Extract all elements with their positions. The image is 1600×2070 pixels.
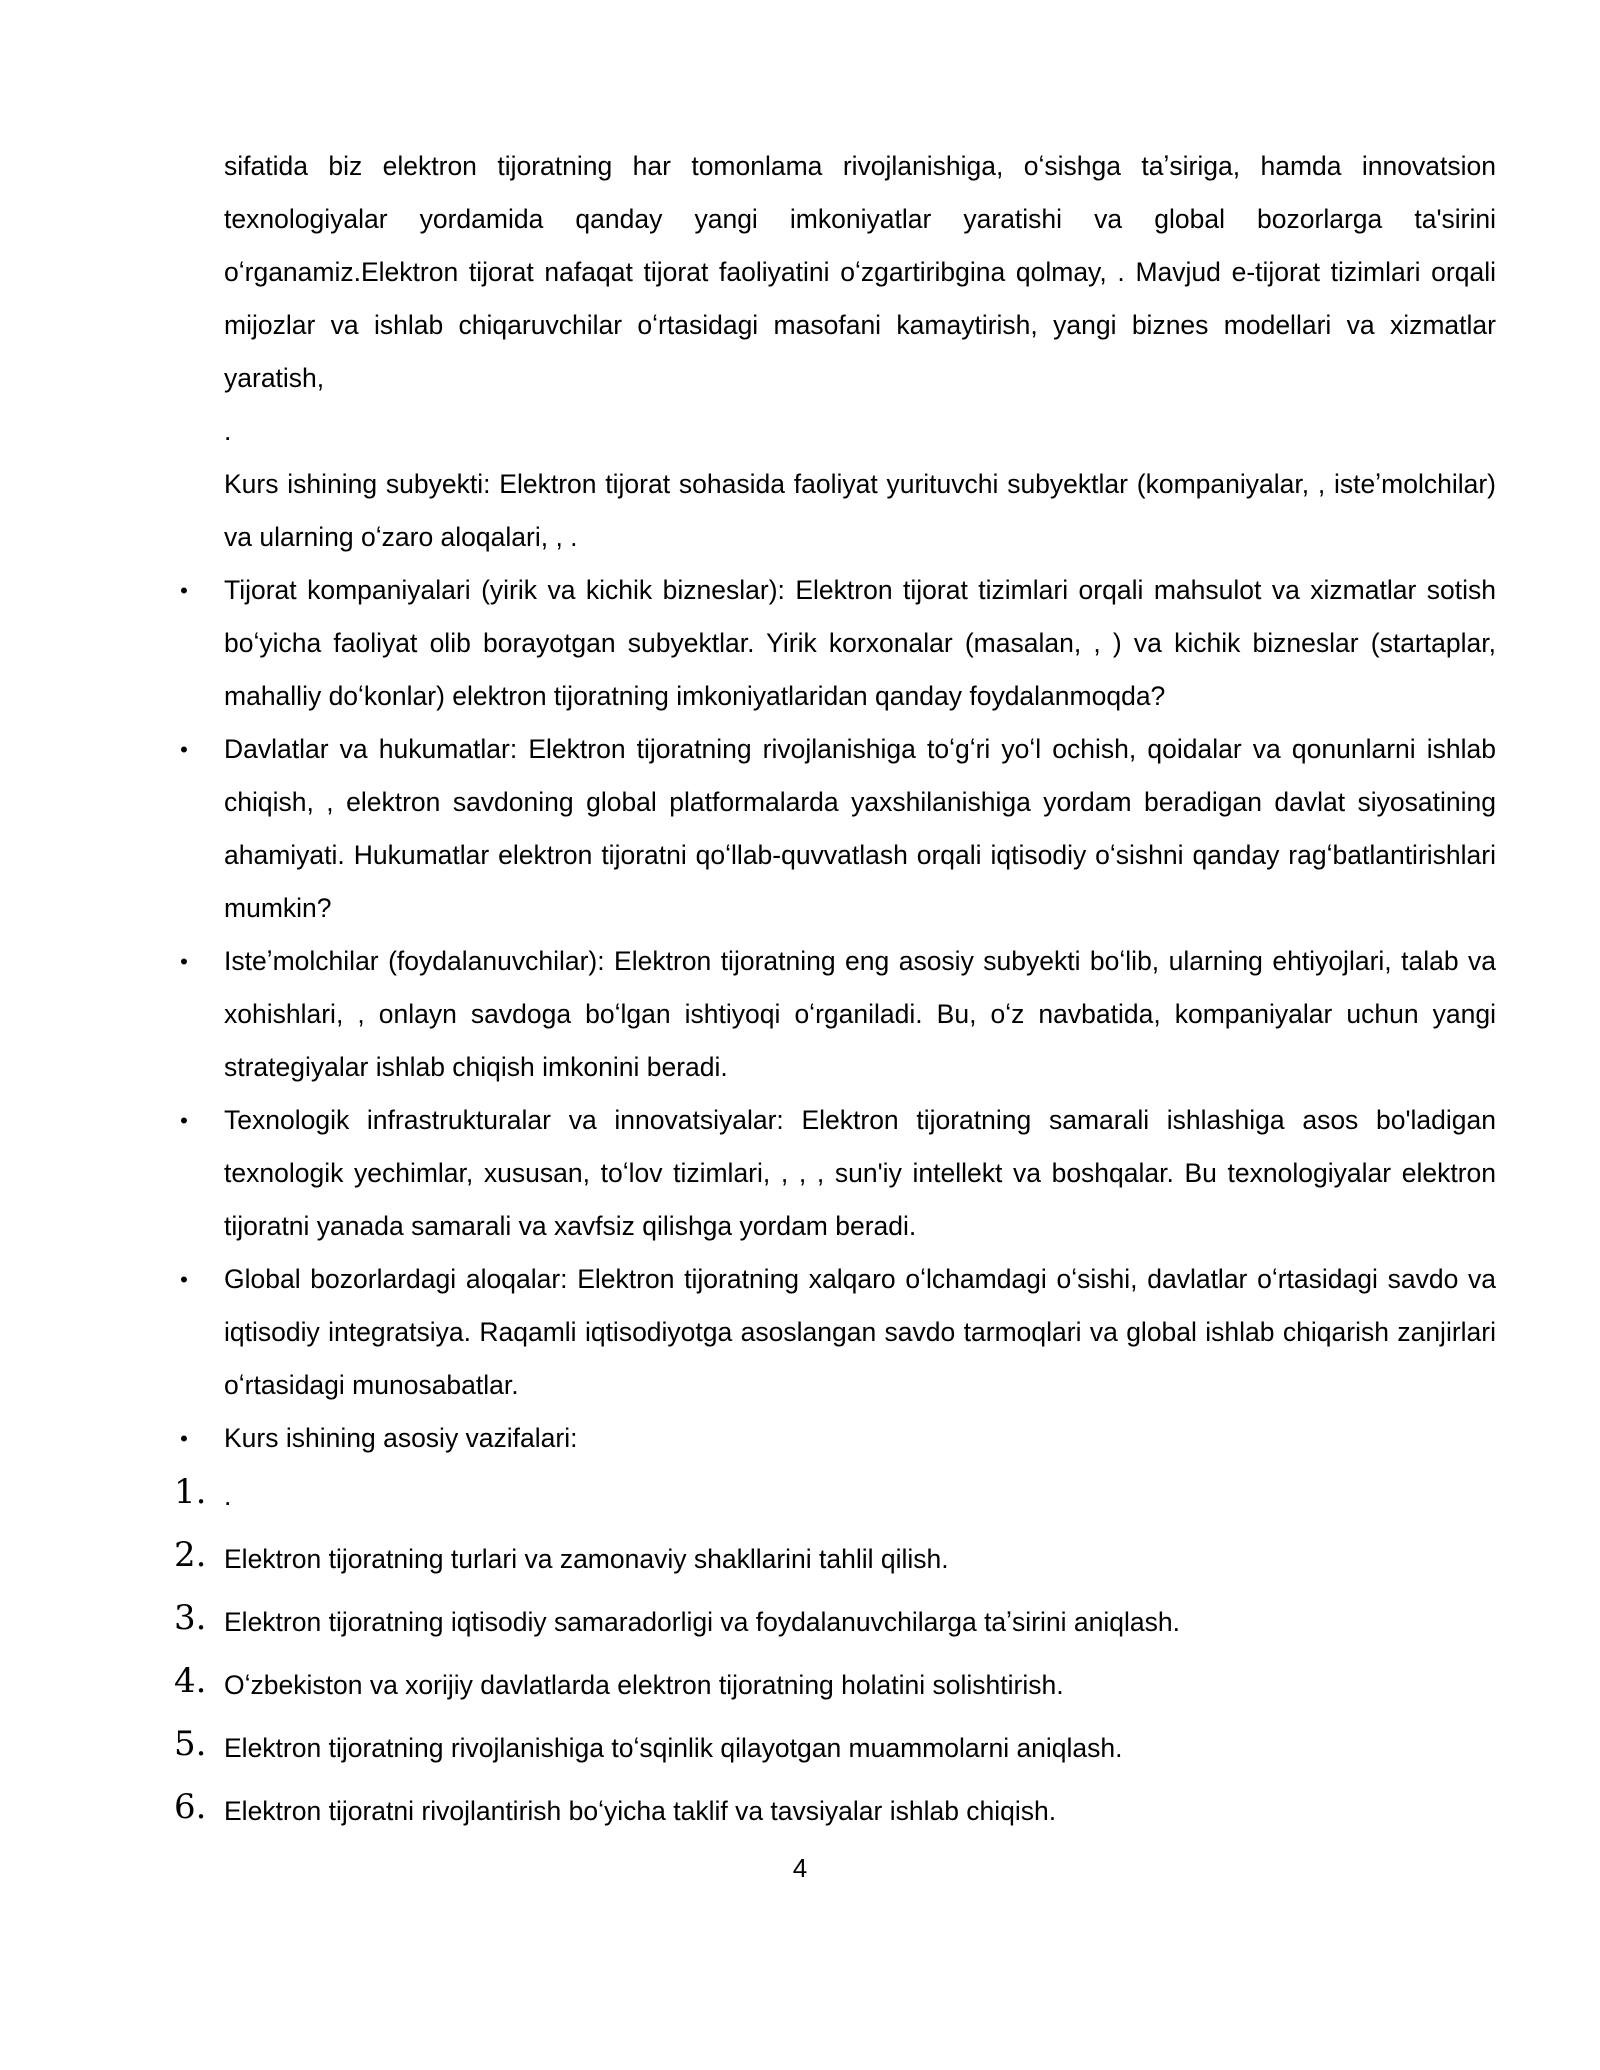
numbered-item <box>174 1654 1496 1717</box>
bullet-icon: • <box>180 578 188 603</box>
bullet-text: Texnologik infrastrukturalar va innovatsiyalar: Elektron tijoratning samarali ishlashiga asos bo'ladigan texnologik yechimlar, xususan, toʻlov tizimlari, , , , sun'iy intellekt va boshqalar. Bu texnologiyalar elektron tijoratni yanada samarali va xavfsiz qilishga yordam beradi. <box>224 1105 1496 1241</box>
numbered-item <box>174 1465 1496 1528</box>
list-item <box>180 1253 1496 1412</box>
subject-bullet-list <box>180 564 1496 1465</box>
bullet-text: Global bozorlardagi aloqalar: Elektron tijoratning xalqaro oʻlchamdagi oʻsishi, davlatlar oʻrtasidagi savdo va iqtisodiy integratsiya. Raqamli iqtisodiyotga asoslangan savdo tarmoqlari va global ishlab chiqarish zanjirlari oʻrtasidagi munosabatlar. <box>224 1264 1496 1400</box>
numbered-item-text: Elektron tijoratning turlari va zamonaviy shakllarini tahlil qilish. <box>224 1544 949 1574</box>
bullet-icon: • <box>180 949 188 974</box>
list-item <box>180 564 1496 723</box>
subject-paragraph: Kurs ishining subyekti: Elektron tijorat sohasida faoliyat yurituvchi subyektlar (kompaniyalar, , isteʼmolchilar) va ularning oʻzaro aloqalari, , . <box>224 469 1496 552</box>
numbered-item-text: Elektron tijoratni rivojlantirish boʻyicha taklif va tavsiyalar ishlab chiqish. <box>224 1796 1057 1826</box>
list-item <box>180 723 1496 935</box>
item-number: 5. <box>174 1724 207 1764</box>
list-item <box>180 1094 1496 1253</box>
bullet-icon: • <box>180 1267 188 1292</box>
numbered-item <box>174 1528 1496 1591</box>
numbered-item <box>174 1591 1496 1654</box>
bullet-icon: • <box>180 737 188 762</box>
tasks-numbered-list <box>174 1465 1496 1843</box>
list-item <box>180 1412 1496 1465</box>
bullet-icon: • <box>180 1108 188 1133</box>
item-number: 4. <box>174 1661 207 1701</box>
bullet-text: Isteʼmolchilar (foydalanuvchilar): Elektron tijoratning eng asosiy subyekti boʻlib, ularning ehtiyojlari, talab va xohishlari, , onlayn savdoga boʻlgan ishtiyoqi oʻrganiladi. Bu, oʻz navbatida, kompaniyalar uchun yangi strategiyalar ishlab chiqish imkonini beradi. <box>224 946 1496 1082</box>
list-item <box>180 935 1496 1094</box>
bullet-text: Davlatlar va hukumatlar: Elektron tijoratning rivojlanishiga toʻgʻri yoʻl ochish, qoidalar va qonunlarni ishlab chiqish, , elektron savdoning global platformalarda yaxshilanishiga yordam beradigan davlat siyosatining ahamiyati. Hukumatlar elektron tijoratni qoʻllab-quvvatlash orqali iqtisodiy oʻsishni qanday ragʻbatlantirishlari mumkin? <box>224 734 1496 923</box>
item-number: 2. <box>174 1535 207 1575</box>
intro-paragraph: sifatida biz elektron tijoratning har tomonlama rivojlanishiga, oʻsishga taʼsiriga, hamda innovatsion texnologiyalar yordamida qanday yangi imkoniyatlar yaratishi va global bozorlarga ta'sirini oʻrganamiz.Elektron tijorat nafaqat tijorat faoliyatini oʻzgartiribgina qolmay, . Mavjud e-tijorat tizimlari orqali mijozlar va ishlab chiqaruvchilar oʻrtasidagi masofani kamaytirish, yangi biznes modellari va xizmatlar yaratish, <box>224 151 1496 393</box>
bullet-text: Tijorat kompaniyalari (yirik va kichik bizneslar): Elektron tijorat tizimlari orqali mahsulot va xizmatlar sotish boʻyicha faoliyat olib borayotgan subyektlar. Yirik korxonalar (masalan, , ) va kichik bizneslar (startaplar, mahalliy doʻkonlar) elektron tijoratning imkoniyatlaridan qanday foydalanmoqda? <box>224 575 1496 711</box>
numbered-item-text: Elektron tijoratning iqtisodiy samaradorligi va foydalanuvchilarga taʼsirini aniqlash. <box>224 1607 1180 1637</box>
numbered-item <box>174 1780 1496 1843</box>
bullet-text: Kurs ishining asosiy vazifalari: <box>224 1423 578 1453</box>
numbered-item-text: . <box>224 1481 232 1511</box>
numbered-item-text: Oʻzbekiston va xorijiy davlatlarda elektron tijoratning holatini solishtirish. <box>224 1670 1064 1700</box>
item-number: 3. <box>174 1598 207 1638</box>
numbered-item <box>174 1717 1496 1780</box>
item-number: 6. <box>174 1787 207 1827</box>
numbered-item-text: Elektron tijoratning rivojlanishiga toʻsqinlik qilayotgan muammolarni aniqlash. <box>224 1733 1123 1763</box>
bullet-icon: • <box>180 1426 188 1451</box>
intro-trailing-dot: . <box>224 416 232 446</box>
page-body <box>174 140 1496 1843</box>
item-number: 1. <box>174 1472 207 1512</box>
page-number: 4 <box>792 1853 808 1883</box>
